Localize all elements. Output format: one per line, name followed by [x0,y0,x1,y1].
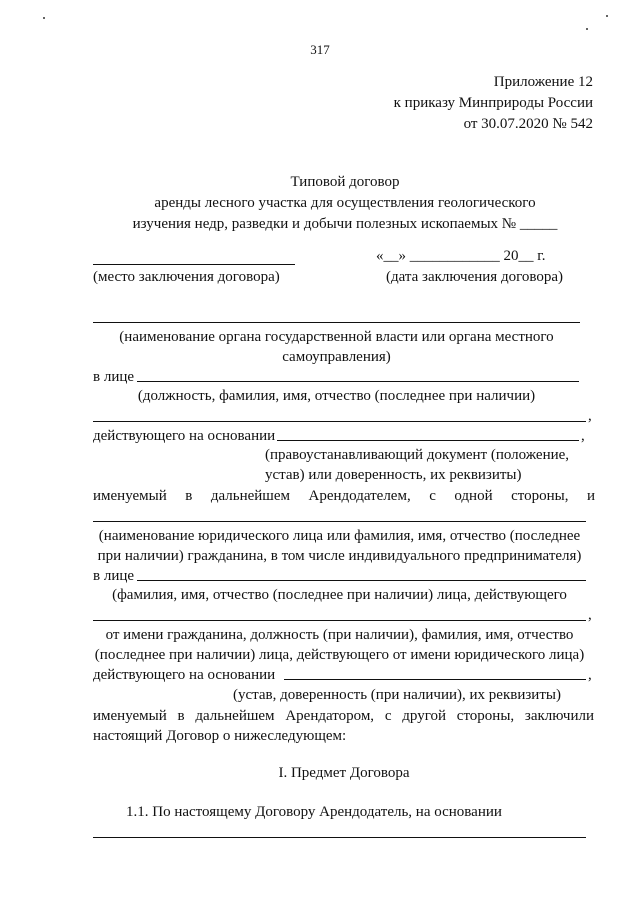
title-line-2: аренды лесного участка для осуществления геологического [154,195,536,211]
title-line-3: изучения недр, разведки и добычи полезных ископаемых № _____ [132,216,558,232]
basis-field-line [284,679,586,680]
authority-caption-1: (наименование органа государственной власти или органа местного [119,329,554,345]
section-heading: I. Предмет Договора [278,765,410,781]
lessor-line: именуемый в дальнейшем Арендодателем, с одной стороны, и [93,488,595,504]
date-field: «__» ____________ 20__ г. [376,248,546,264]
represented-label: в лице [93,369,135,385]
representative-caption: (фамилия, имя, отчество (последнее при наличии) лица, действующего [112,587,567,603]
authority-field-line [93,322,580,323]
scan-speck [43,17,45,19]
basis-caption-1: (правоустанавливающий документ (положение, [265,447,570,463]
basis-caption-2: устав) или доверенность, их реквизиты) [265,467,522,483]
order-date: от 30.07.2020 № 542 [463,116,593,132]
comma: , [588,667,592,683]
lessee-caption-1: (наименование юридического лица или фамилия, имя, отчество (последнее [98,528,581,544]
representative-name-line [93,620,586,621]
clause-field-line [93,837,586,838]
representative-name-line [93,421,586,422]
representative-caption-3: (последнее при наличии) лица, действующего от имени юридического лица) [94,647,585,663]
scan-speck [606,15,608,17]
represented-label: в лице [93,568,135,584]
place-field-line [93,264,295,265]
basis-label: действующего на основании [93,428,276,444]
comma: , [581,428,585,444]
lessee-field-line [93,521,586,522]
basis-caption: (устав, доверенность (при наличии), их реквизиты) [233,687,561,703]
title-line-1: Типовой договор [290,174,400,190]
appendix-number: Приложение 12 [493,74,593,90]
representative-caption: (должность, фамилия, имя, отчество (последнее при наличии) [137,388,536,404]
lessee-caption-2: при наличии) гражданина, в том числе индивидуального предпринимателя) [97,548,582,564]
place-caption: (место заключения договора) [93,269,280,285]
page-number: 317 [310,42,330,57]
basis-label: действующего на основании [93,667,276,683]
representative-caption-2: от имени гражданина, должность (при наличии), фамилия, имя, отчество [105,627,574,643]
scan-speck [586,28,588,30]
comma: , [588,408,592,424]
agreement-line: настоящий Договор о нижеследующем: [93,728,347,744]
comma: , [588,607,592,623]
representative-field-line [137,381,579,382]
lessee-line: именуемый в дальнейшем Арендатором, с другой стороны, заключили [93,708,594,724]
clause-1-1: 1.1. По настоящему Договору Арендодатель, на основании [126,804,502,820]
representative-field-line [137,580,586,581]
authority-caption-2: самоуправления) [282,349,391,365]
order-reference: к приказу Минприроды России [393,95,593,111]
basis-field-line [277,440,579,441]
date-caption: (дата заключения договора) [386,269,563,285]
